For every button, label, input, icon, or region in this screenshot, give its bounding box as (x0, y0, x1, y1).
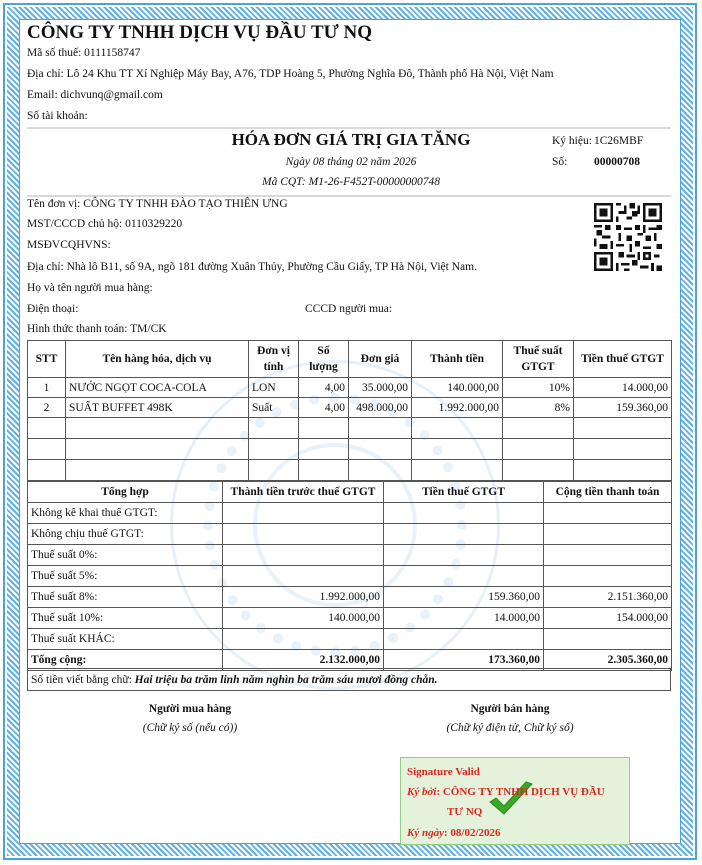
summary-header-label: Tổng hợp (28, 482, 223, 503)
buyer-unit-name: Tên đơn vị: CÔNG TY TNHH ĐÀO TẠO THIÊN ƯNG (27, 198, 288, 210)
summary-tax (384, 566, 544, 587)
summary-total: 2.151.360,00 (544, 587, 672, 608)
col-header-unit: Đơn vị tính (249, 341, 299, 378)
summary-header-before: Thành tiền trước thuế GTGT (223, 482, 384, 503)
signed-by-label: Ký bởi (407, 786, 437, 798)
seller-tax-code: Mã số thuế: 0111158747 (27, 47, 141, 59)
col-header-tax: Tiền thuế GTGT (574, 341, 672, 378)
payment-method: Hình thức thanh toán: TM/CK (27, 323, 167, 335)
invoice-number-label: Số: (552, 156, 568, 168)
invoice-number-value: 00000708 (594, 156, 640, 168)
table-row (28, 378, 672, 398)
summary-before (223, 524, 384, 545)
cell-amount: 1.992.000,00 (412, 398, 503, 418)
cell-qty: 4,00 (299, 398, 349, 418)
summary-total (544, 524, 672, 545)
col-header-rate: Thuế suất GTGT (503, 341, 574, 378)
cell-unit: LON (249, 378, 299, 398)
header-divider (27, 127, 671, 129)
summary-label: Không chịu thuế GTGT: (28, 524, 223, 545)
amount-in-words-label: Số tiền viết bằng chữ: (31, 673, 132, 686)
invoice-date: Ngày 08 tháng 02 năm 2026 (285, 156, 417, 168)
col-header-qty: Số lượng (299, 341, 349, 378)
invoice-title: HÓA ĐƠN GIÁ TRỊ GIA TĂNG (231, 130, 471, 149)
items-table (27, 340, 672, 481)
summary-before (223, 503, 384, 524)
cell-tax: 159.360,00 (574, 398, 672, 418)
summary-tax (384, 524, 544, 545)
digital-signature-box[interactable] (400, 757, 630, 845)
summary-label: Không kê khai thuế GTGT: (28, 503, 223, 524)
summary-total (544, 503, 672, 524)
buyer-signature-title: Người mua hàng (148, 703, 232, 715)
cell-stt: 1 (28, 378, 66, 398)
grand-total-label: Tổng cộng: (28, 650, 223, 671)
col-header-name: Tên hàng hóa, dịch vụ (66, 341, 249, 378)
summary-header-tax: Tiền thuế GTGT (384, 482, 544, 503)
items-header-row (28, 341, 672, 378)
grand-total-tax: 173.360,00 (384, 650, 544, 671)
summary-before: 1.992.000,00 (223, 587, 384, 608)
cell-tax: 14.000,00 (574, 378, 672, 398)
buyer-name: Họ và tên người mua hàng: (27, 282, 153, 294)
summary-label: Thuế suất 10%: (28, 608, 223, 629)
seller-signature-note: (Chữ ký điện tử, Chữ ký số) (446, 722, 574, 734)
summary-tax: 14.000,00 (384, 608, 544, 629)
col-header-price: Đơn giá (349, 341, 412, 378)
cell-unit: Suất (249, 398, 299, 418)
summary-label: Thuế suất 5%: (28, 566, 223, 587)
seller-signature-title: Người bán hàng (470, 703, 550, 715)
amount-in-words (28, 669, 671, 691)
table-row (28, 398, 672, 418)
seller-account: Số tài khoản: (27, 110, 88, 122)
summary-row (28, 524, 672, 545)
buyer-signature-note: (Chữ ký số (nếu có)) (142, 722, 238, 734)
col-header-amount: Thành tiền (412, 341, 503, 378)
cell-stt: 2 (28, 398, 66, 418)
empty-row (28, 439, 672, 460)
cell-name: NƯỚC NGỌT COCA-COLA (66, 378, 249, 398)
qr-code-icon (594, 203, 662, 271)
summary-total (544, 545, 672, 566)
cell-rate: 8% (503, 398, 574, 418)
summary-total: 154.000,00 (544, 608, 672, 629)
summary-tax: 159.360,00 (384, 587, 544, 608)
cell-rate: 10% (503, 378, 574, 398)
buyer-phone: Điện thoại: (27, 303, 79, 315)
seller-company-name: CÔNG TY TNHH DỊCH VỤ ĐẦU TƯ NQ (27, 22, 373, 43)
summary-table (27, 481, 672, 671)
summary-row (28, 608, 672, 629)
cell-price: 498.000,00 (349, 398, 412, 418)
summary-row (28, 587, 672, 608)
signed-date-label: Ký ngày (407, 827, 444, 839)
buyer-address: Địa chỉ: Nhà lô B11, số 9A, ngõ 181 đường Xuân Thủy, Phường Cầu Giấy, TP Hà Nội, Việt Nam. (27, 261, 477, 273)
summary-total (544, 566, 672, 587)
invoice-symbol-value: 1C26MBF (594, 135, 644, 147)
summary-tax (384, 503, 544, 524)
col-header-stt: STT (28, 341, 66, 378)
summary-before: 140.000,00 (223, 608, 384, 629)
summary-row (28, 629, 672, 650)
summary-before (223, 629, 384, 650)
seller-email: Email: dichvunq@gmail.com (27, 89, 163, 101)
signed-date-value: : 08/02/2026 (443, 827, 501, 839)
summary-tax (384, 545, 544, 566)
buyer-tax-id: MST/CCCD chủ hộ: 0110329220 (27, 218, 183, 230)
summary-label: Thuế suất 8%: (28, 587, 223, 608)
amount-in-words-value: Hai triệu ba trăm linh năm nghìn ba trăm sáu mươi đồng chẵn. (134, 673, 438, 686)
signed-by-value-cont: TƯ NQ (447, 806, 483, 818)
empty-row (28, 460, 672, 481)
cell-price: 35.000,00 (349, 378, 412, 398)
seller-address: Địa chỉ: Lô 24 Khu TT Xí Nghiệp Máy Bay, A76, TDP Hoàng 5, Phường Nghĩa Đô, Thành phố Hà Nội, Việt Nam (27, 68, 554, 80)
cell-name: SUẤT BUFFET 498K (66, 398, 249, 418)
signed-by-value: : CÔNG TY TNHH DỊCH VỤ ĐẦU (436, 786, 605, 798)
summary-label: Thuế suất 0%: (28, 545, 223, 566)
summary-header-row (28, 482, 672, 503)
title-divider (27, 195, 671, 197)
grand-total-amount: 2.305.360,00 (544, 650, 672, 671)
cell-amount: 140.000,00 (412, 378, 503, 398)
summary-tax (384, 629, 544, 650)
summary-header-total: Cộng tiền thanh toán (544, 482, 672, 503)
summary-total (544, 629, 672, 650)
summary-before (223, 566, 384, 587)
summary-row (28, 566, 672, 587)
grand-total-before: 2.132.000,00 (223, 650, 384, 671)
buyer-id: CCCD người mua: (305, 303, 393, 315)
summary-label: Thuế suất KHÁC: (28, 629, 223, 650)
empty-row (28, 418, 672, 439)
invoice-symbol-label: Ký hiệu: (552, 135, 592, 147)
summary-row (28, 545, 672, 566)
cell-qty: 4,00 (299, 378, 349, 398)
amount-in-words-table (27, 668, 671, 691)
invoice-cqt-code: Mã CQT: M1-26-F452T-00000000748 (261, 176, 441, 188)
signature-status: Signature Valid (407, 766, 480, 778)
summary-before (223, 545, 384, 566)
buyer-budget-code: MSĐVCQHVNS: (27, 239, 111, 251)
summary-row (28, 503, 672, 524)
